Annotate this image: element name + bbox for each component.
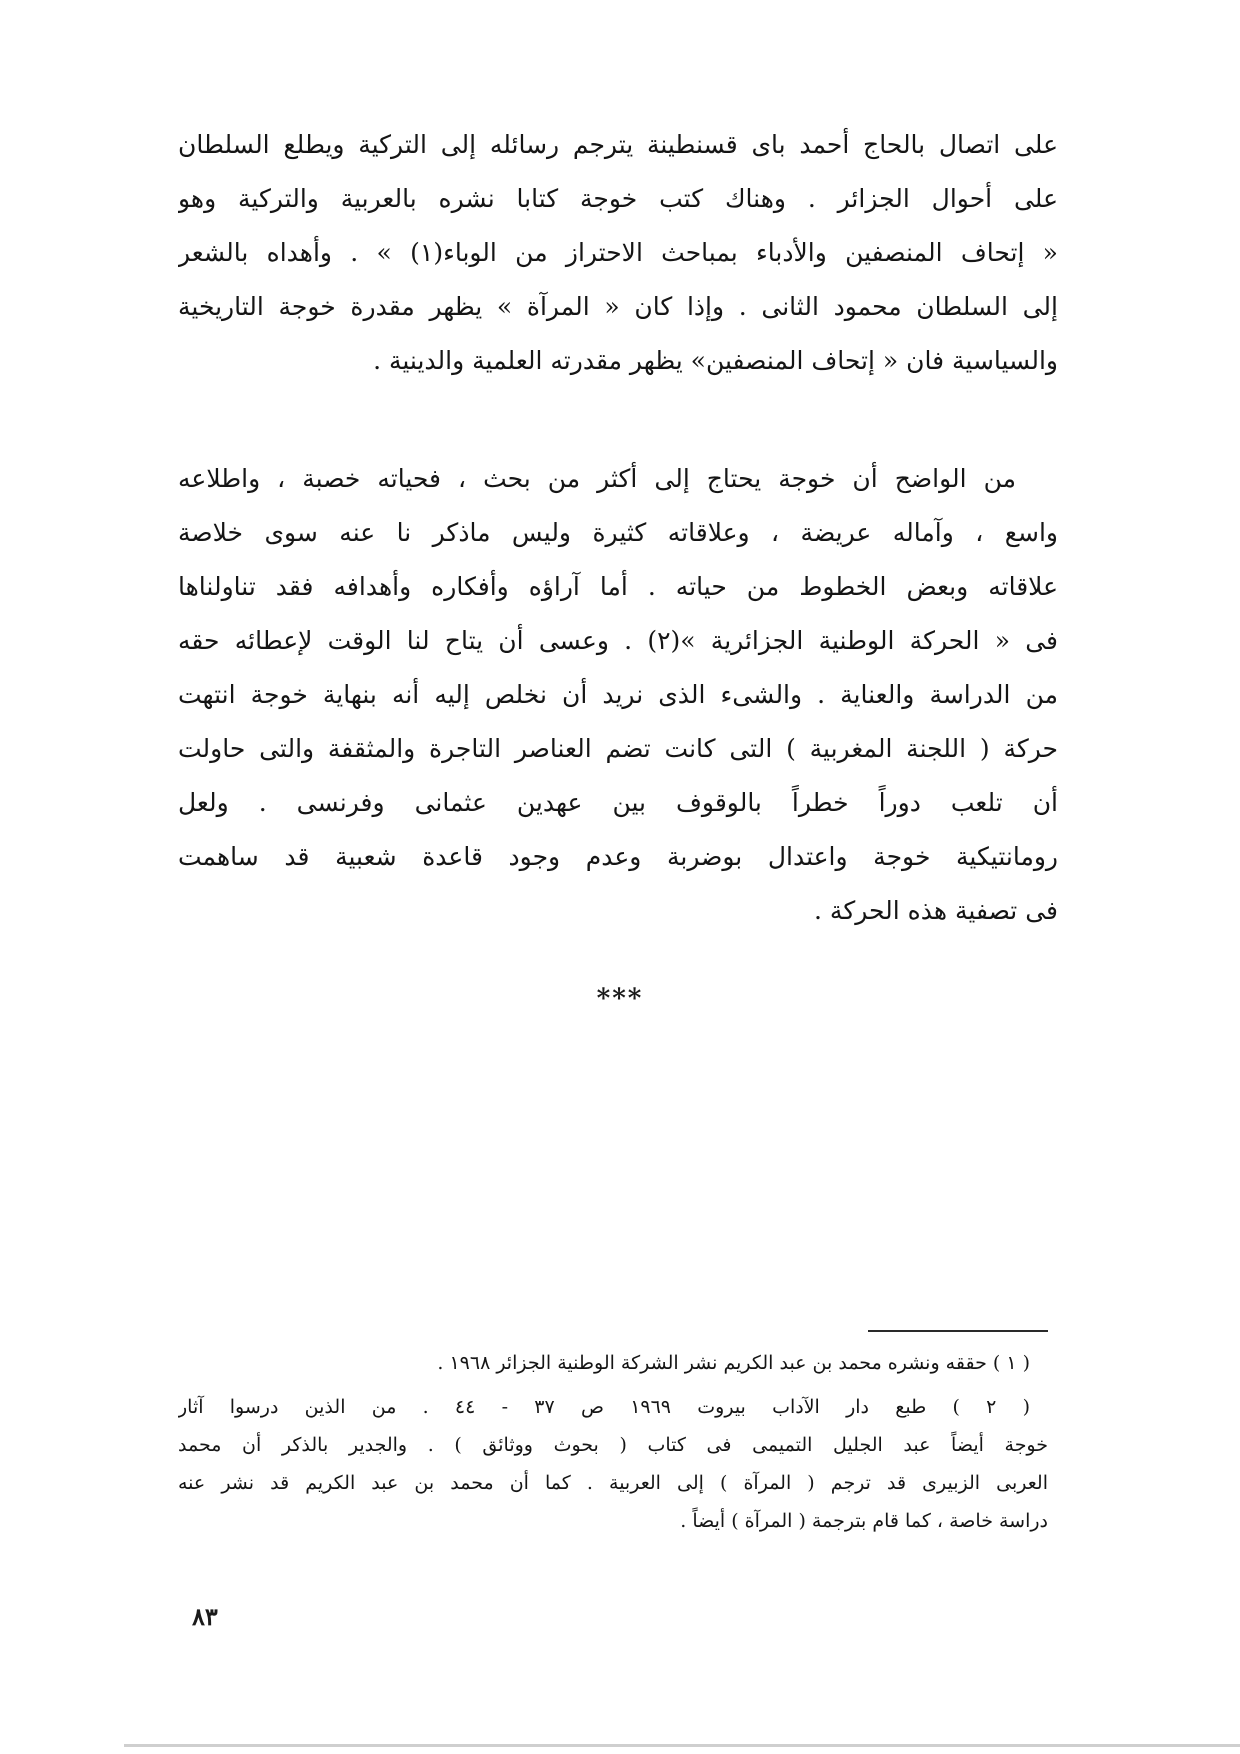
paragraph-line: على اتصال بالحاج أحمد باى قسنطينة يترجم رسائله إلى التركية ويطلع السلطان	[178, 130, 1058, 159]
paragraph-line: واسع ، وآماله عريضة ، وعلاقاته كثيرة وليس ماذكر نا عنه سوى خلاصة	[178, 518, 1058, 547]
paragraph-line: فى تصفية هذه الحركة .	[814, 896, 1058, 925]
paragraph-line: من الدراسة والعناية . والشىء الذى نريد أن نخلص إليه أنه بنهاية خوجة انتهت	[178, 680, 1058, 709]
footnote-1: ( ١ ) حققه ونشره محمد بن عبد الكريم نشر الشركة الوطنية الجزائر ١٩٦٨ .	[437, 1352, 1030, 1374]
scan-edge-line	[124, 1744, 1240, 1747]
paragraph-line: « إتحاف المنصفين والأدباء بمباحث الاحتراز من الوباء(١) » . وأهداه بالشعر	[178, 238, 1058, 267]
footnote-2-line: العربى الزبيرى قد ترجم ( المرآة ) إلى العربية . كما أن محمد بن عبد الكريم قد نشر عنه	[178, 1472, 1048, 1494]
paragraph-line: علاقاته وبعض الخطوط من حياته . أما آراؤه وأفكاره وأهدافه فقد تناولناها	[178, 572, 1058, 601]
paragraph-line: فى « الحركة الوطنية الجزائرية »(٢) . وعسى أن يتاح لنا الوقت لإعطائه حقه	[178, 626, 1058, 655]
section-separator: ***	[596, 984, 644, 1014]
paragraph-line: إلى السلطان محمود الثانى . وإذا كان « المرآة » يظهر مقدرة خوجة التاريخية	[178, 292, 1058, 321]
footnote-divider	[868, 1330, 1048, 1332]
paragraph-line: من الواضح أن خوجة يحتاج إلى أكثر من بحث ، فحياته خصبة ، واطلاعه	[178, 464, 1016, 493]
paragraph-1	[178, 118, 1058, 388]
paragraph-line: أن تلعب دوراً خطراً بالوقوف بين عهدين عثمانى وفرنسى . ولعل	[178, 788, 1058, 817]
paragraph-line: والسياسية فان « إتحاف المنصفين» يظهر مقدرته العلمية والدينية .	[373, 346, 1058, 375]
paragraph-2	[178, 452, 1058, 938]
footnote-2-line: ( ٢ ) طبع دار الآداب بيروت ١٩٦٩ ص ٣٧ - ٤٤ . من الذين درسوا آثار	[178, 1396, 1031, 1418]
paragraph-line: رومانتيكية خوجة واعتدال بوضربة وعدم وجود قاعدة شعبية قد ساهمت	[178, 842, 1058, 871]
footnote-2-line: خوجة أيضاً عبد الجليل التميمى فى كتاب ( بحوث ووثائق ) . والجدير بالذكر أن محمد	[178, 1434, 1048, 1456]
footnote-2-line: دراسة خاصة ، كما قام بترجمة ( المرآة ) أيضاً .	[680, 1510, 1048, 1532]
footnotes	[178, 1344, 1048, 1540]
paragraph-line: حركة ( اللجنة المغربية ) التى كانت تضم العناصر التاجرة والمثقفة والتى حاولت	[178, 734, 1058, 763]
paragraph-line: على أحوال الجزائر . وهناك كتب خوجة كتابا نشره بالعربية والتركية وهو	[178, 184, 1058, 213]
page-number: ٨٣	[192, 1602, 218, 1631]
